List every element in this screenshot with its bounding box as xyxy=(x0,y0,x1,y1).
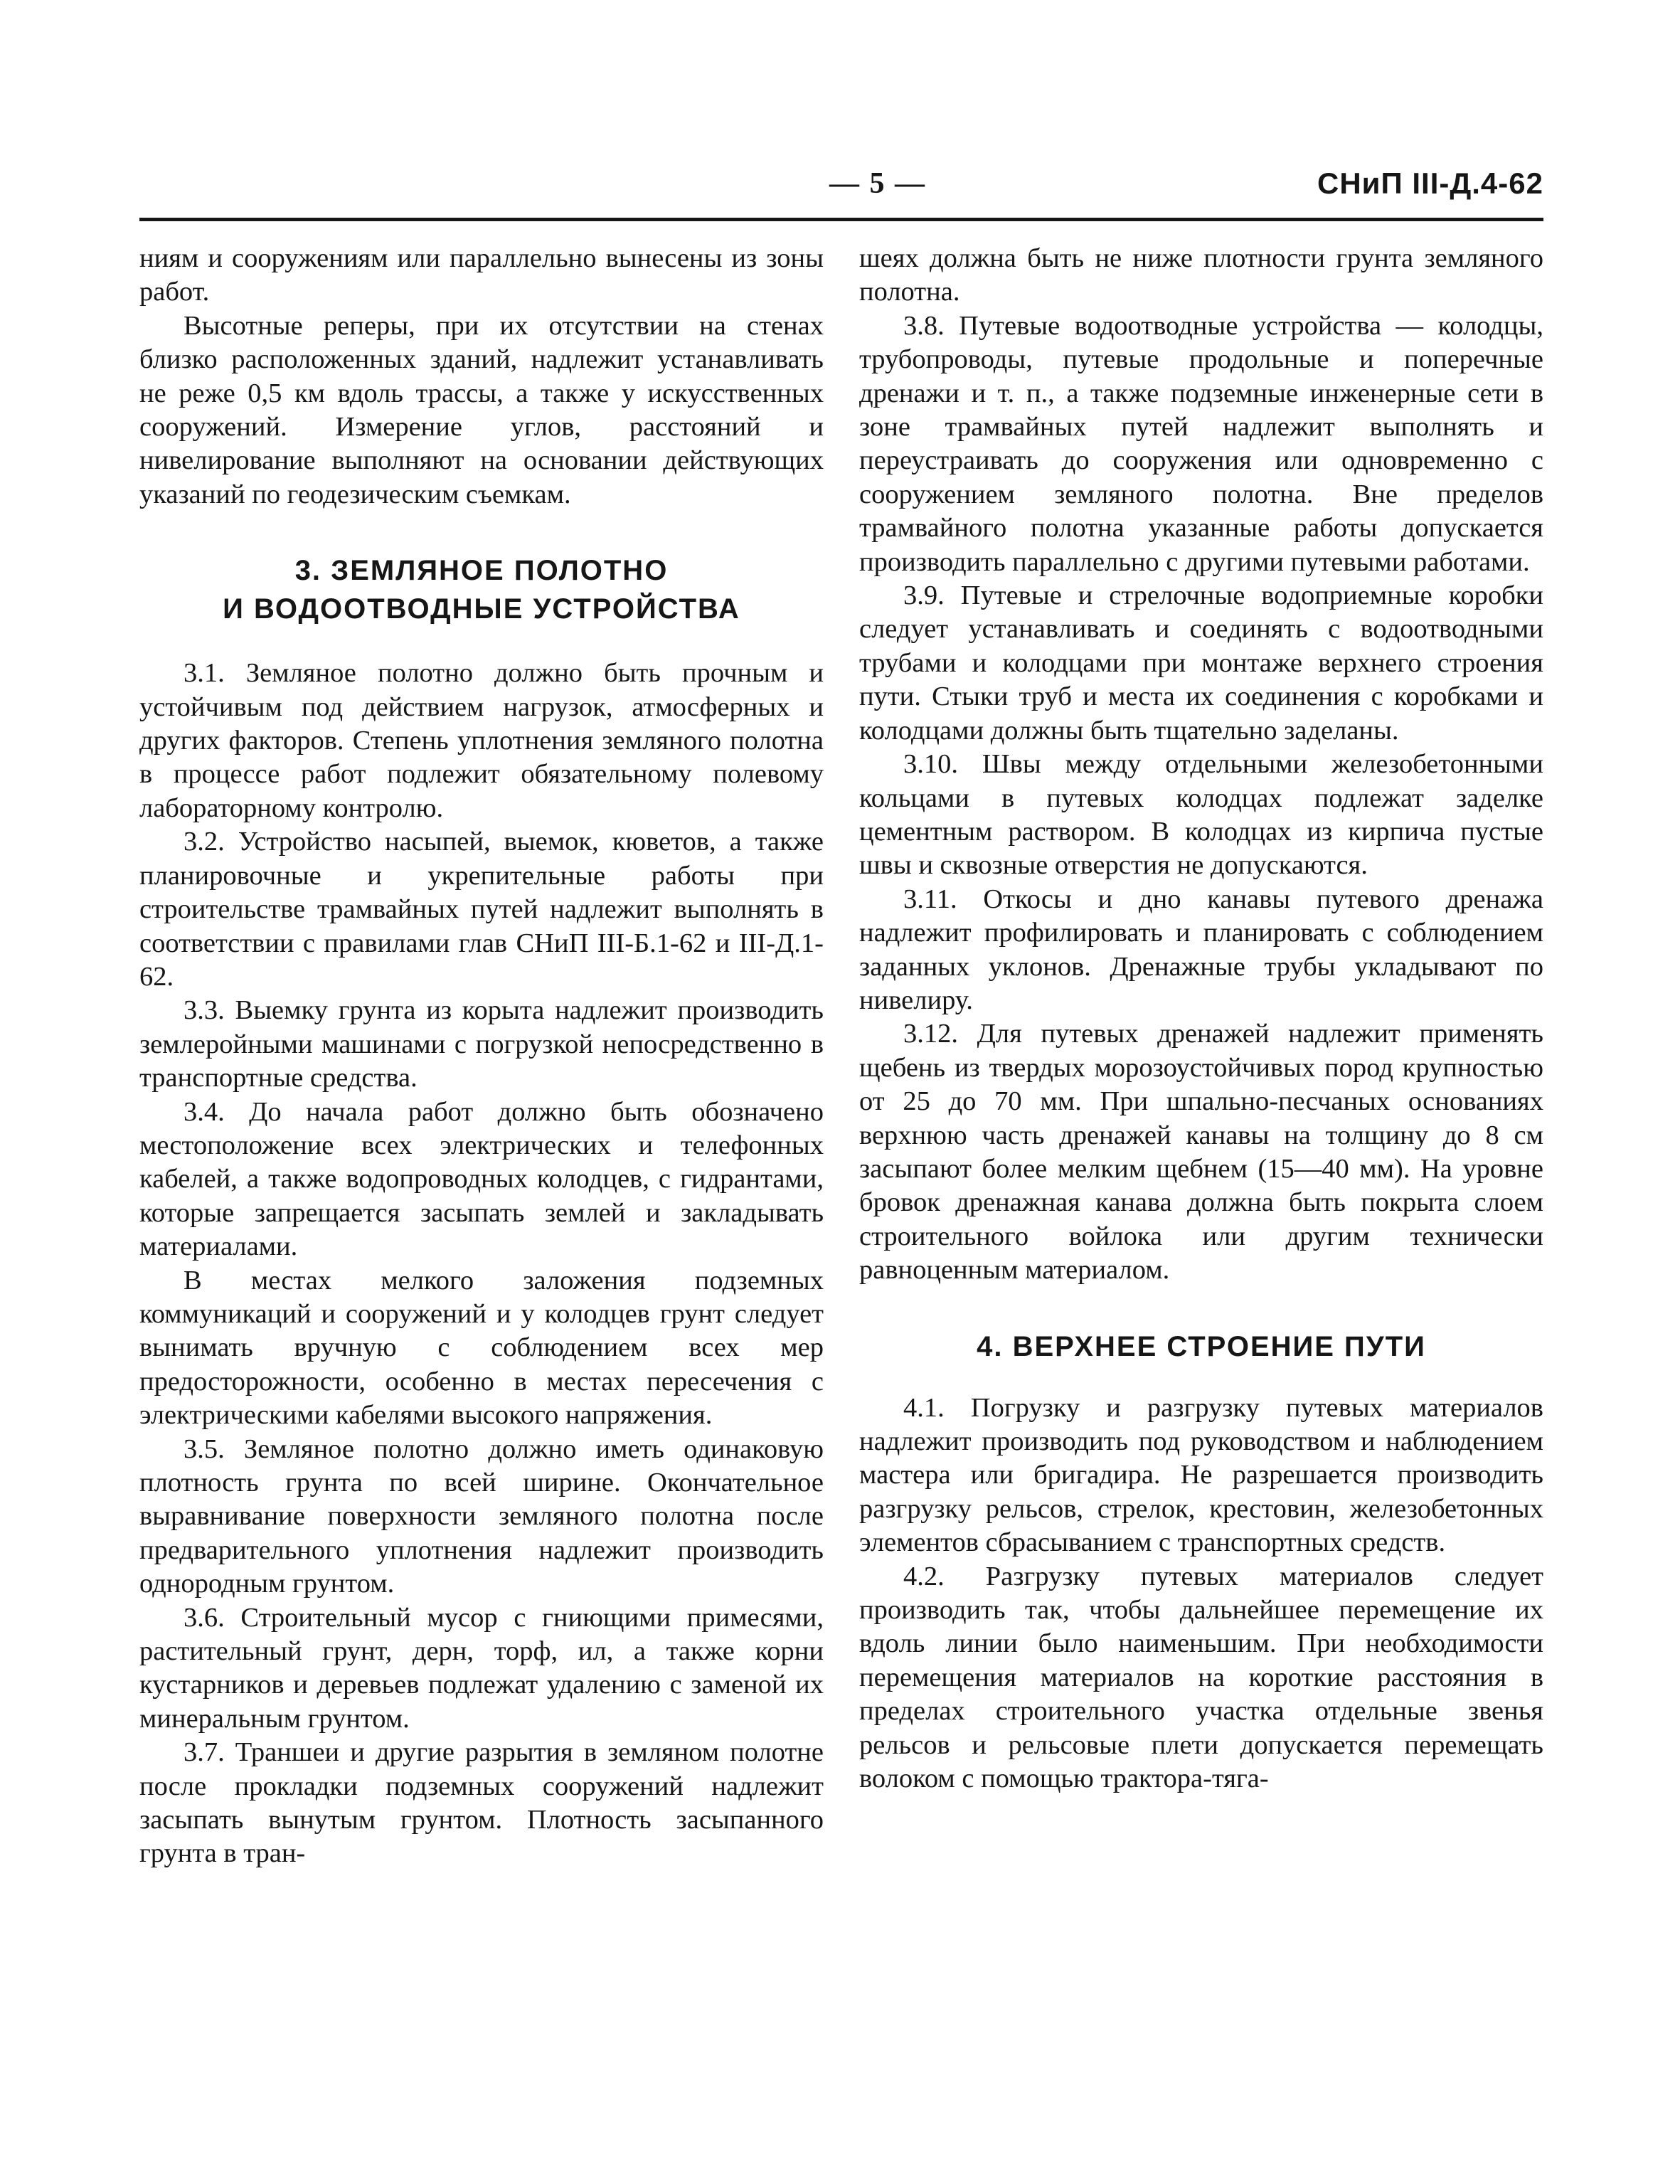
left-column xyxy=(139,242,824,1871)
clause-3-11: 3.11. Откосы и дно канавы путевого дренажа надлежит профилировать и планировать с соблюдением заданных уклонов. Дренажные трубы укладывают по нивелиру. xyxy=(859,884,1543,1015)
paragraph-continued: ниям и сооружениям или параллельно вынесены из зоны работ. xyxy=(139,243,824,307)
clause-3-4-continued: В местах мелкого заложения подземных коммуникаций и сооружений и у колодцев грунт следует вынимать вручную с соблюдением всех мер предосторожности, особенно в местах пересечения с электрическими кабелями высокого напряжения. xyxy=(139,1265,824,1431)
paragraph-reference-points: Высотные реперы, при их отсутствии на стенах близко расположенных зданий, надлежит устанавливать не реже 0,5 км вдоль трассы, а также у искусственных сооружений. Измерение углов, расстояний и нивелирование выполняют на основании действующих указаний по геодезическим съемкам. xyxy=(139,310,824,509)
clause-3-5: 3.5. Земляное полотно должно иметь одинаковую плотность грунта по всей ширине. Окончательное выравнивание поверхности земляного полотна после предварительного уплотнения надлежит производить однородным грунтом. xyxy=(139,1433,824,1599)
clause-4-1: 4.1. Погрузку и разгрузку путевых материалов надлежит производить под руководством и наблюдением мастера или бригадира. Не разрешается производить разгрузку рельсов, стрелок, крестовин, железобетонных элементов сбрасыванием с транспортных средств. xyxy=(859,1392,1543,1558)
clause-3-9: 3.9. Путевые и стрелочные водоприемные коробки следует устанавливать и соединять с водоотводными трубами и колодцами при монтаже верхнего строения пути. Стыки труб и места их соединения с коробками и колодцами должны быть тщательно заделаны. xyxy=(859,581,1543,746)
document-code: СНиП III-Д.4-62 xyxy=(1317,166,1543,200)
page-number: — 5 — xyxy=(829,167,926,200)
clause-3-8: 3.8. Путевые водоотводные устройства — колодцы, трубопроводы, путевые продольные и поперечные дренажи и т. п., а также подземные инженерные сети в зоне трамвайных путей надлежит выполнять и переустраивать до сооружения или одновременно с сооружением земляного полотна. Вне пределов трамвайного полотна указанные работы допускается производить параллельно с другими путевыми работами. xyxy=(859,310,1543,577)
section-heading-3 xyxy=(139,551,824,628)
right-column xyxy=(859,242,1543,1796)
clause-3-10: 3.10. Швы между отдельными железобетонными кольцами в путевых колодцах подлежат заделке цементным раствором. В колодцах из кирпича пустые швы и сквозные отверстия не допускаются. xyxy=(859,749,1543,881)
section-heading-3-line1: 3. ЗЕМЛЯНОЕ ПОЛОТНО xyxy=(294,555,669,587)
clause-4-2: 4.2. Разгрузку путевых материалов следует производить так, чтобы дальнейшее перемещение их вдоль линии было наименьшим. При необходимости перемещения материалов на короткие расстояния в пределах строительного участка отдельные звенья рельсов и рельсовые плети допускается перемещать волоком с помощью трактора-тяга- xyxy=(859,1561,1543,1794)
section-heading-3-line2: И ВОДООТВОДНЫЕ УСТРОЙСТВА xyxy=(223,593,740,625)
clause-3-6: 3.6. Строительный мусор с гниющими примесями, растительный грунт, дерн, торф, ил, а также корни кустарников и деревьев подлежат удалению с заменой их минеральным грунтом. xyxy=(139,1602,824,1734)
section-heading-4: 4. ВЕРХНЕЕ СТРОЕНИЕ ПУТИ xyxy=(977,1330,1426,1362)
clause-3-7: 3.7. Траншеи и другие разрытия в земляном полотне после прокладки подземных сооружений надлежит засыпать вынутым грунтом. Плотность засыпанного грунта в тран- xyxy=(139,1737,824,1869)
paragraph-continued-right: шеях должна быть не ниже плотности грунта земляного полотна. xyxy=(859,243,1543,307)
clause-3-1: 3.1. Земляное полотно должно быть прочным и устойчивым под действием нагрузок, атмосферных и других факторов. Степень уплотнения земляного полотна в процессе работ подлежит обязательному полевому лабораторному контролю. xyxy=(139,658,824,823)
clause-3-12: 3.12. Для путевых дренажей надлежит применять щебень из твердых морозоустойчивых пород крупностью от 25 до 70 мм. При шпально-песчаных основаниях верхнюю часть дренажей канавы на толщину до 8 см засыпают более мелким щебнем (15—40 мм). На уровне бровок дренажная канава должна быть покрыта слоем строительного войлока или другим технически равноценным материалом. xyxy=(859,1019,1543,1286)
clause-3-4: 3.4. До начала работ должно быть обозначено местоположение всех электрических и телефонных кабелей, а также водопроводных колодцев, с гидрантами, которые запрещается засыпать землей и закладывать материалами. xyxy=(139,1096,824,1262)
clause-3-2: 3.2. Устройство насыпей, выемок, кюветов, а также планировочные и укрепительные работы при строительстве трамвайных путей надлежит выполнять в соответствии с правилами глав СНиП III-Б.1-62 и III-Д.1-62. xyxy=(139,827,824,992)
page-header xyxy=(139,161,1543,221)
clause-3-3: 3.3. Выемку грунта из корыта надлежит производить землеройными машинами с погрузкой непосредственно в транспортные средства. xyxy=(139,995,824,1093)
